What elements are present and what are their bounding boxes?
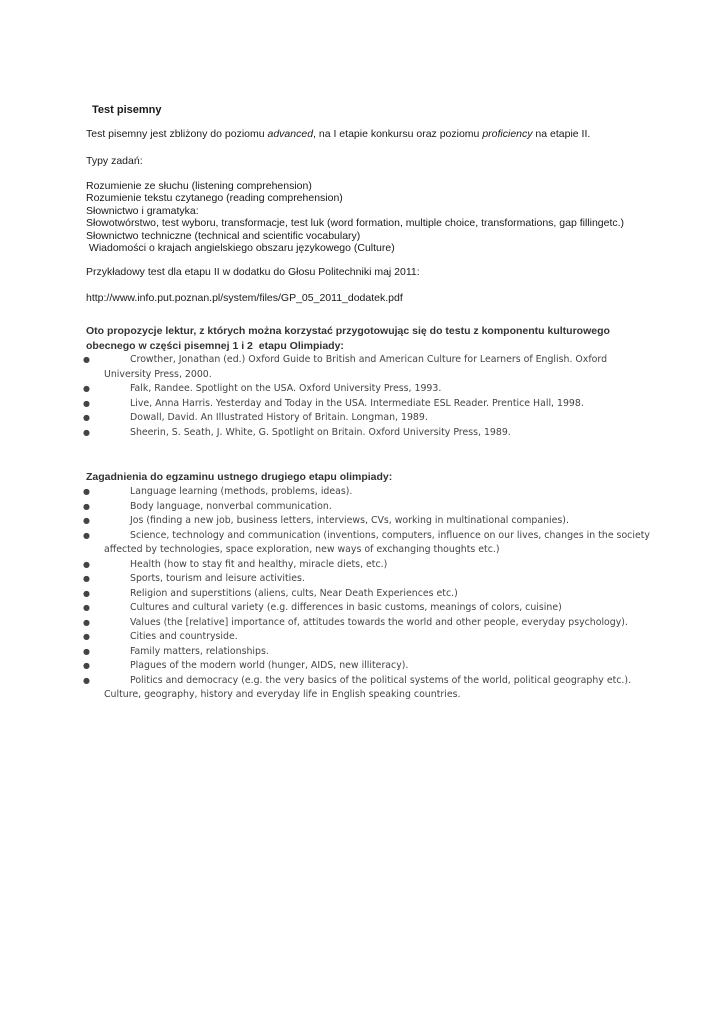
list-item: ● Values (the [relative] importance of, attitudes towards the world and other people, everyday psychology). <box>0 616 725 631</box>
sample-test-url: http://www.info.put.poznan.pl/system/files/GP_05_2011_dodatek.pdf <box>86 292 403 304</box>
sample-test-text: Przykładowy test dla etapu II w dodatku do Głosu Politechniki maj 2011: <box>86 266 420 278</box>
list-item: ● Sports, tourism and leisure activities. <box>0 572 725 587</box>
oral-heading: Zagadnienia do egzaminu ustnego drugiego etapu olimpiady: <box>86 471 393 483</box>
bullet-icon: ● <box>83 384 90 393</box>
list-item: ● Live, Anna Harris. Yesterday and Today in the USA. Intermediate ESL Reader. Prentice Hall, 1998. <box>0 397 725 412</box>
bullet-icon: ● <box>83 661 90 670</box>
bullet-icon: ● <box>83 516 90 525</box>
list-item: ● Religion and superstitions (aliens, cults, Near Death Experiences etc.) <box>0 587 725 602</box>
list-item: ● Language learning (methods, problems, ideas). <box>0 485 725 500</box>
task-types-label: Typy zadań: <box>86 155 143 167</box>
bullet-icon: ● <box>83 355 90 364</box>
bullet-icon: ● <box>83 413 90 422</box>
list-item: ● Science, technology and communication (inventions, computers, influence on our lives, changes in the society <box>0 529 725 544</box>
list-item: ● Jos (finding a new job, business letters, interviews, CVs, working in multinational companies). <box>0 514 725 529</box>
task-type-item: Rozumienie ze słuchu (listening comprehension) <box>86 180 312 192</box>
task-type-item: Wiadomości o krajach angielskiego obszaru językowego (Culture) <box>86 242 395 255</box>
bullet-icon: ● <box>83 530 90 540</box>
bullet-icon: ● <box>83 487 90 496</box>
task-type-item: Słownictwo techniczne (technical and scientific vocabulary) <box>86 229 361 242</box>
readings-list <box>0 353 725 440</box>
list-item: ● Cities and countryside. <box>0 630 725 645</box>
list-item: ● Dowall, David. An Illustrated History of Britain. Longman, 1989. <box>0 411 725 426</box>
bullet-icon: ● <box>83 427 90 437</box>
bullet-icon: ● <box>83 559 90 569</box>
list-item: ● Health (how to stay fit and healthy, miracle diets, etc.) <box>0 558 725 573</box>
bullet-icon: ● <box>83 574 90 583</box>
list-item-continuation: Culture, geography, history and everyday life in English speaking countries. <box>104 689 461 700</box>
task-type-item: Słowotwórstwo, test wyboru, transformacje, test luk (word formation, multiple choice, transformations, gap fillingetc.) <box>86 217 625 230</box>
bullet-icon: ● <box>83 398 90 408</box>
section-heading: Test pisemny <box>92 104 162 116</box>
list-item: ● Politics and democracy (e.g. the very basics of the political systems of the world, political geography etc.). <box>0 674 725 689</box>
list-item: ● Body language, nonverbal communication. <box>0 500 725 515</box>
list-item: ● Cultures and cultural variety (e.g. differences in basic customs, meanings of colors, cuisine) <box>0 601 725 616</box>
list-item: ● Falk, Randee. Spotlight on the USA. Oxford University Press, 1993. <box>0 382 725 397</box>
bullet-icon: ● <box>83 617 90 627</box>
bullet-icon: ● <box>83 501 90 511</box>
task-type-item: Słownictwo i gramatyka: <box>86 204 199 217</box>
list-item: ● Plagues of the modern world (hunger, AIDS, new illiteracy). <box>0 659 725 674</box>
bullet-icon: ● <box>83 675 90 685</box>
list-item: ● Family matters, relationships. <box>0 645 725 660</box>
list-item: ● Crowther, Jonathan (ed.) Oxford Guide to British and American Culture for Learners of English. Oxford <box>0 353 725 368</box>
bullet-icon: ● <box>83 646 90 656</box>
intro-paragraph: Test pisemny jest zbliżony do poziomu advanced, na I etapie konkursu oraz poziomu proficiency na etapie II. <box>86 128 591 140</box>
task-type-item: Rozumienie tekstu czytanego (reading comprehension) <box>86 192 343 205</box>
bullet-icon: ● <box>83 588 90 598</box>
list-item: ● Sheerin, S. Seath, J. White, G. Spotlight on Britain. Oxford University Press, 1989. <box>0 426 725 441</box>
list-item-continuation: University Press, 2000. <box>104 368 212 380</box>
bullet-icon: ● <box>83 632 90 641</box>
list-item-continuation: affected by technologies, space exploration, new ways of exchanging thoughts etc.) <box>104 544 500 555</box>
task-types-list <box>86 180 624 254</box>
readings-intro: Oto propozycje lektur, z których można korzystać przygotowując się do testu z komponentu kulturowego obecnego w części pisemnej 1 i 2 etapu Olimpiady: <box>86 325 610 352</box>
bullet-icon: ● <box>83 603 90 612</box>
oral-topics-list <box>0 485 725 703</box>
